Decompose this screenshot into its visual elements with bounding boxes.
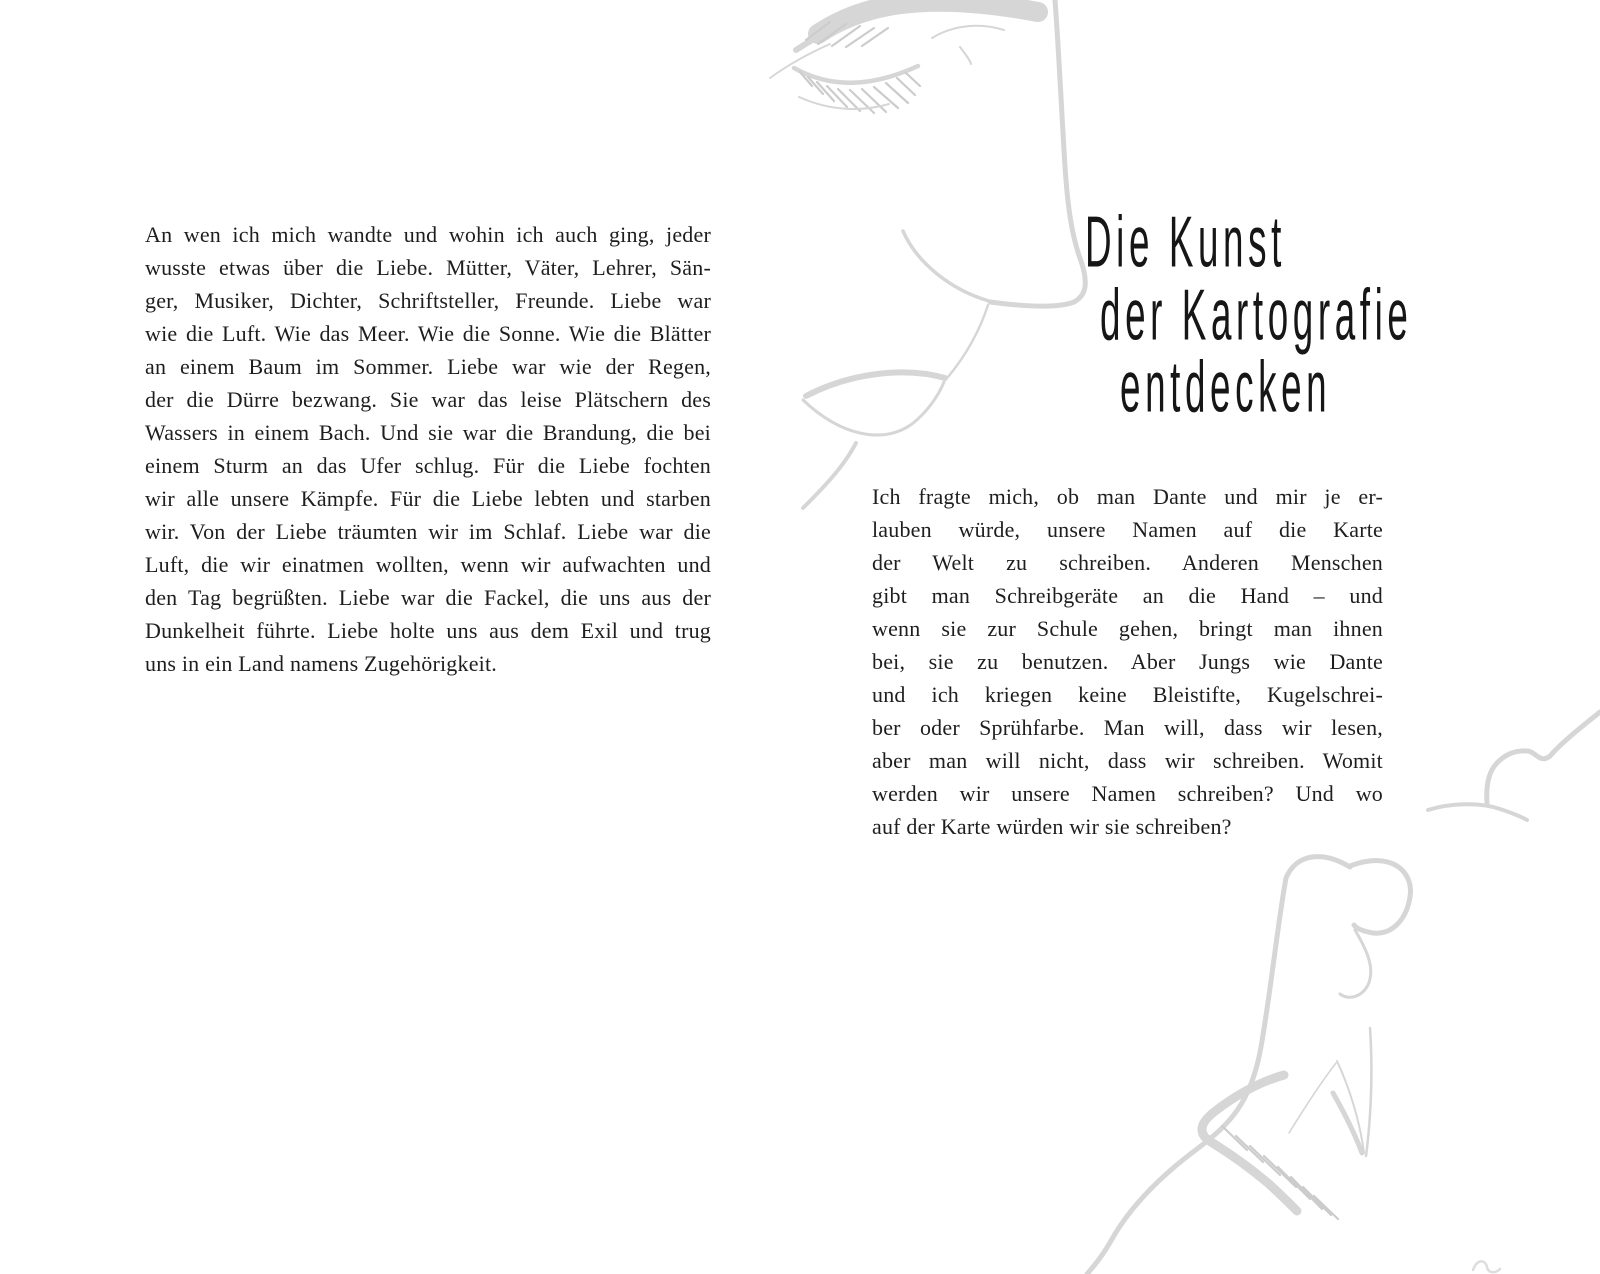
text-line: Dunkelheit führte. Liebe holte uns aus dem Exil und trug [145,618,711,643]
chapter-title-line-2: der Kartografie [1100,276,1413,356]
text-line: uns in ein Land namens Zugehörigkeit. [145,651,497,676]
text-line: der die Dürre bezwang. Sie war das leise Plätschern des [145,387,711,412]
text-line: bei, sie zu benutzen. Aber Jungs wie Dante [872,649,1383,674]
eye-outer-line [1366,1028,1371,1156]
left-page-paragraph [145,218,711,680]
text-line: an einem Baum im Sommer. Liebe war wie der Regen, [145,354,711,379]
text-line: der Welt zu schreiben. Anderen Menschen [872,550,1383,575]
wavy-profile-line [1487,712,1600,803]
brow-scribble [1202,1075,1297,1211]
right-page-paragraph [872,480,1383,843]
eye-lower-line [1289,1063,1336,1133]
text-line: ger, Musiker, Dichter, Schriftsteller, Freunde. Liebe war [145,288,711,313]
eyelid-crease-small [960,47,971,64]
chapter-title-line-3: entdecken [1120,348,1332,428]
page-corner-squiggle [1473,1261,1500,1272]
text-line: gibt man Schreibgeräte an die Hand – und [872,583,1383,608]
eyebrow-tail [796,22,850,50]
text-line: wie die Luft. Wie das Meer. Wie die Sonne. Wie die Blätter [145,321,711,346]
brow-stray-hair [770,44,830,78]
eye-shadow-stroke [1333,1093,1362,1153]
chin-line [803,443,856,508]
text-line: ber oder Sprühfarbe. Man will, dass wir lesen, [872,715,1383,740]
text-line: werden wir unsere Namen schreiben? Und wo [872,781,1383,806]
text-line: Ich fragte mich, ob man Dante und mir je er- [872,484,1383,509]
text-line: Wassers in einem Bach. Und sie war die Brandung, die bei [145,420,711,445]
eyebrow-hatching [806,22,888,47]
lower-lid-line [799,97,889,109]
brow-lash-hatching [1222,1126,1338,1219]
text-line: wir alle unsere Kämpfe. Für die Liebe lebten und starben [145,486,711,511]
text-line: den Tag begrüßten. Liebe war die Fackel, die uns aus der [145,585,711,610]
mouth-seam-line [803,382,944,435]
text-line: wir. Von der Liebe träumten wir im Schlaf. Liebe war die [145,519,711,544]
cheek-profile-line [1087,857,1350,1274]
text-line: aber man will nicht, dass wir schreiben. Womit [872,748,1383,773]
closed-eye-lash-line [794,66,918,83]
nose-hook-line [1350,861,1410,934]
philtrum-line [948,305,988,377]
text-line: lauben würde, unsere Namen auf die Karte [872,517,1383,542]
text-line: auf der Karte würden wir sie schreiben? [872,814,1232,839]
eyebrow-sketch [818,2,1038,34]
eyelashes [800,72,920,113]
text-line: Luft, die wir einatmen wollten, wenn wir aufwachten und [145,552,711,577]
nose-profile-line [990,0,1085,306]
nostril-line [903,231,989,301]
lip-arc-line [1428,804,1527,820]
text-line: wenn sie zur Schule gehen, bringt man ihnen [872,616,1383,641]
text-line: wusste etwas über die Liebe. Mütter, Väter, Lehrer, Sän- [145,255,711,280]
text-line: einem Sturm an das Ufer schlug. Für die Liebe fochten [145,453,711,478]
text-line: und ich kriegen keine Bleistifte, Kugelschrei- [872,682,1383,707]
face-sketch-top [770,0,1085,508]
text-line: An wen ich mich wandte und wohin ich auch ging, jeder [145,222,711,247]
philtrum-hook-line [1340,930,1371,997]
chapter-title-line-1: Die Kunst [1085,203,1286,283]
eyelid-crease [932,26,1004,38]
upper-lip-line [806,372,945,396]
eye-inner-line [1337,1061,1364,1153]
